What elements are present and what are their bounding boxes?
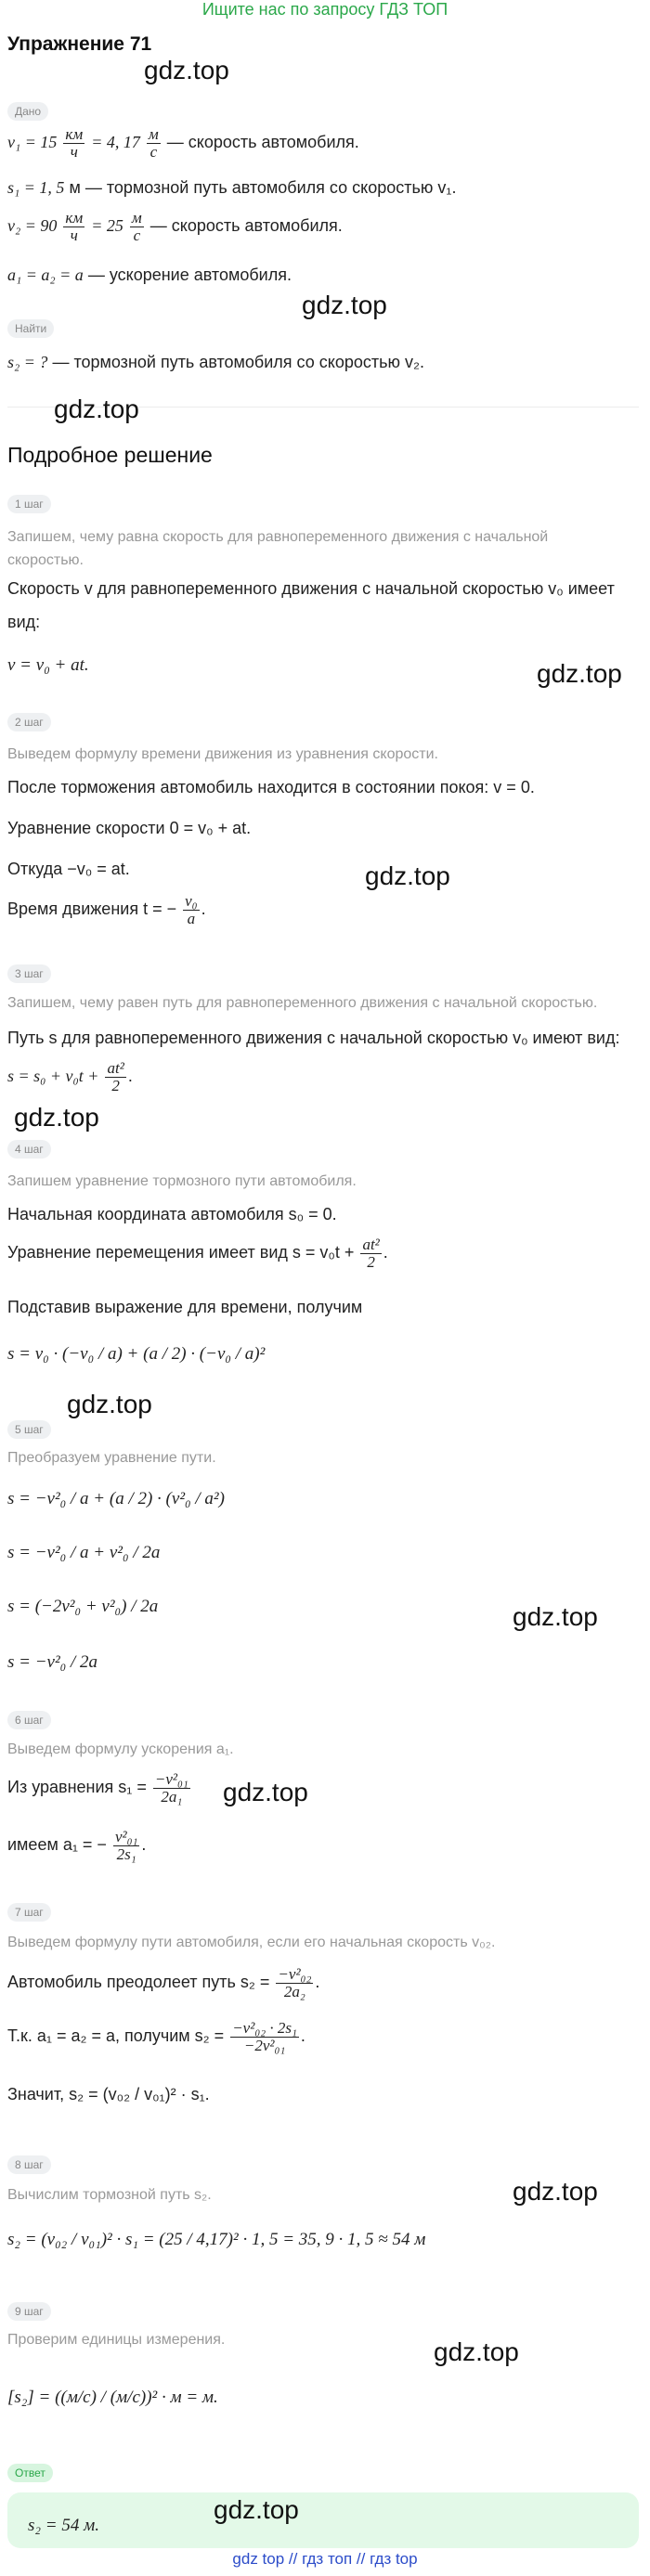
step-8-formula: s₂ = (v₀₂ / v₀₁)² · s₁ = (25 / 4,17)² · 1, 5 = 35, 9 · 1, 5 ≈ 54 м bbox=[7, 2230, 426, 2249]
unit-fraction bbox=[130, 210, 144, 244]
given-line-2 bbox=[7, 178, 456, 198]
watermark: gdz.top bbox=[365, 861, 450, 890]
frac-den: −2v²₀₁ bbox=[243, 2036, 286, 2054]
step-2-text-4: Время движения t = − $\frac{\text{v₀}}{a}$ . bbox=[7, 892, 206, 927]
watermark: gdz.top bbox=[214, 2495, 299, 2524]
solution-title: Подробное решение bbox=[7, 443, 213, 467]
fraction bbox=[183, 893, 199, 927]
step-2-gray: Выведем формулу времени движения из уравнения скорости. bbox=[7, 746, 438, 762]
step-2-text-3: Откуда −v₀ = at. bbox=[7, 860, 130, 878]
frac-den: 2 bbox=[367, 1252, 375, 1271]
step-1-formula: v = v₀ + at. bbox=[7, 655, 89, 675]
fraction bbox=[113, 1829, 139, 1863]
step-7-text-3: Значит, s₂ = (v₀₂ / v₀₁)² · s₁. bbox=[7, 2085, 210, 2104]
given-line-3 bbox=[7, 210, 343, 244]
given-line-1 bbox=[7, 126, 359, 161]
frac-num: v²₀₁ bbox=[114, 1828, 138, 1845]
given-l4-text: — ускорение автомобиля. bbox=[87, 265, 292, 284]
step-4-label: 4 шаг bbox=[7, 1140, 51, 1159]
step-5-formula-3: s = (−2v²₀ + v²₀) / 2a bbox=[7, 1597, 159, 1616]
step-7-t2-text: Т.к. a₁ = a₂ = a, получим s₂ = bbox=[7, 2026, 225, 2046]
fraction bbox=[360, 1236, 381, 1271]
watermark: gdz.top bbox=[513, 1602, 598, 1631]
given-l2-text: м — тормозной путь автомобиля со скоростью v₁. bbox=[69, 178, 457, 197]
step-2-text-2: Уравнение скорости 0 = v₀ + at. bbox=[7, 819, 252, 837]
step-2-label: 2 шаг bbox=[7, 713, 51, 731]
step-1-gray: Запишем, чему равна скорость для равнопеременного движения с начальной скоростью. bbox=[7, 529, 549, 568]
find-line bbox=[7, 353, 424, 372]
step-9-formula: [s₂] = ((м/с) / (м/с))² · м = м. bbox=[7, 2388, 218, 2407]
frac-den: 2 bbox=[111, 1076, 120, 1094]
watermark: gdz.top bbox=[513, 2177, 598, 2206]
frac-num: −v²₀₂ · 2s₁ bbox=[232, 2019, 297, 2037]
frac-num: м bbox=[131, 209, 142, 227]
step-1-label: 1 шаг bbox=[7, 495, 51, 513]
step-6-text-2: имеем a₁ = − $\frac{\text{v²₀₁}}{\text{2s₁}}$ . bbox=[7, 1828, 147, 1863]
step-4-t2-text: Уравнение перемещения имеет вид s = v₀t + bbox=[7, 1243, 355, 1262]
frac-num: км bbox=[65, 209, 84, 227]
step-5-label: 5 шаг bbox=[7, 1420, 51, 1439]
step-4-text-1: Начальная координата автомобиля s₀ = 0. bbox=[7, 1205, 337, 1223]
frac-num: −v²₀₁ bbox=[154, 1770, 188, 1788]
step-5-formula-2: s = −v²₀ / a + v²₀ / 2a bbox=[7, 1543, 161, 1562]
frac-num: м bbox=[148, 125, 159, 143]
step-3-formula-text: s = s₀ + v₀t + bbox=[7, 1067, 99, 1086]
step-5-formula-4: s = −v²₀ / 2a bbox=[7, 1652, 98, 1672]
watermark: gdz.top bbox=[14, 1103, 99, 1132]
find-text: — тормозной путь автомобиля со скоростью v₂. bbox=[52, 353, 424, 371]
frac-den: 2a₂ bbox=[283, 1982, 306, 2000]
given-l1-eq: = 4, 17 bbox=[91, 133, 140, 152]
fraction bbox=[153, 1771, 190, 1806]
given-l1-math: v₁ = 15 bbox=[7, 133, 58, 152]
step-4-gray: Запишем уравнение тормозного пути автомобиля. bbox=[7, 1173, 357, 1189]
step-7-text-1: Автомобиль преодолеет путь s₂ = $\frac{\text{−v²₀₂}}{\text{2a₂}}$ . bbox=[7, 1965, 320, 2000]
step-1-text-1: Скорость v для равнопеременного движения с начальной скоростью v₀ имеет bbox=[7, 579, 615, 598]
watermark: gdz.top bbox=[54, 395, 139, 423]
step-2-t4-text: Время движения t = − bbox=[7, 900, 177, 919]
step-6-label: 6 шаг bbox=[7, 1711, 51, 1729]
find-math: s₂ = ? bbox=[7, 353, 48, 371]
top-search-hint[interactable]: Ищите нас по запросу ГДЗ ТОП bbox=[202, 0, 448, 19]
step-5-formula-1: s = −v²₀ / a + (a / 2) · (v²₀ / a²) bbox=[7, 1489, 225, 1508]
step-1-text-2: вид: bbox=[7, 613, 41, 631]
answer-label: Ответ bbox=[7, 2464, 53, 2482]
fraction bbox=[230, 2020, 299, 2054]
watermark: gdz.top bbox=[537, 659, 622, 688]
step-7-label: 7 шаг bbox=[7, 1903, 51, 1922]
given-l3-text: — скорость автомобиля. bbox=[150, 216, 343, 236]
frac-den: a bbox=[187, 909, 196, 927]
exercise-title: Упражнение 71 bbox=[7, 33, 152, 55]
step-2-text-1: После торможения автомобиль находится в состоянии покоя: v = 0. bbox=[7, 778, 535, 796]
given-l3-math: v₂ = 90 bbox=[7, 216, 58, 236]
step-8-label: 8 шаг bbox=[7, 2155, 51, 2174]
unit-fraction bbox=[63, 210, 84, 244]
fraction bbox=[276, 1966, 313, 2000]
step-3-label: 3 шаг bbox=[7, 964, 51, 983]
step-7-text-2: Т.к. a₁ = a₂ = a, получим s₂ = $\frac{\text{−v²₀₂ · 2s₁}}{\text{−2v²₀₁}}$ . bbox=[7, 2019, 306, 2054]
step-7-t1-text: Автомобиль преодолеет путь s₂ = bbox=[7, 1973, 270, 1992]
step-9-gray: Проверим единицы измерения. bbox=[7, 2332, 226, 2348]
step-4-formula: s = v₀ · (−v₀ / a) + (a / 2) · (−v₀ / a)² bbox=[7, 1344, 266, 1364]
frac-num: at² bbox=[107, 1059, 124, 1077]
step-8-gray: Вычислим тормозной путь s₂. bbox=[7, 2187, 212, 2203]
answer-text: s₂ = 54 м. bbox=[28, 2516, 99, 2535]
fraction bbox=[105, 1060, 125, 1094]
given-l3-eq: = 25 bbox=[91, 216, 124, 236]
step-7-gray: Выведем формулу пути автомобиля, если его начальная скорость v₀₂. bbox=[7, 1935, 496, 1950]
watermark: gdz.top bbox=[434, 2337, 519, 2366]
step-4-text-2: Уравнение перемещения имеет вид s = v₀t + $\frac{\text{at²}}{2}$ . bbox=[7, 1236, 388, 1271]
frac-num: −v²₀₂ bbox=[278, 1965, 312, 1983]
step-9-label: 9 шаг bbox=[7, 2302, 51, 2321]
step-3-gray: Запишем, чему равен путь для равнопеременного движения с начальной скоростью. bbox=[7, 995, 598, 1011]
watermark: gdz.top bbox=[223, 1778, 308, 1806]
step-6-text-1 bbox=[7, 1771, 192, 1806]
frac-den: с bbox=[150, 142, 158, 161]
frac-den: ч bbox=[70, 226, 78, 244]
given-l2-math: s₁ = 1, 5 bbox=[7, 178, 65, 197]
step-6-t1-text: Из уравнения s₁ = bbox=[7, 1778, 147, 1797]
step-3-text-1: Путь s для равнопеременного движения с начальной скоростью v₀ имеют вид: bbox=[7, 1029, 620, 1047]
frac-num: км bbox=[65, 125, 84, 143]
given-label: Дано bbox=[7, 102, 48, 121]
frac-den: 2s₁ bbox=[116, 1845, 136, 1863]
answer-box bbox=[7, 2492, 639, 2548]
unit-fraction bbox=[63, 126, 84, 161]
given-l4-math: a₁ = a₂ = a bbox=[7, 265, 84, 284]
watermark: gdz.top bbox=[302, 291, 387, 319]
frac-num: at² bbox=[362, 1236, 380, 1253]
given-line-4 bbox=[7, 265, 292, 285]
footer-links[interactable]: gdz top // гдз топ // гдз top bbox=[232, 2550, 418, 2568]
watermark: gdz.top bbox=[67, 1390, 152, 1418]
step-6-t2-text: имеем a₁ = − bbox=[7, 1835, 107, 1855]
given-l1-text: — скорость автомобиля. bbox=[166, 133, 359, 152]
frac-den: 2a₁ bbox=[161, 1787, 183, 1806]
find-label: Найти bbox=[7, 319, 54, 338]
step-6-gray: Выведем формулу ускорения a₁. bbox=[7, 1741, 234, 1757]
step-3-formula: s = s₀ + v₀t + $\frac{\text{at²}}{2}$ . bbox=[7, 1059, 133, 1094]
frac-den: с bbox=[133, 226, 141, 244]
unit-fraction bbox=[147, 126, 161, 161]
step-4-text-3: Подставив выражение для времени, получим bbox=[7, 1298, 363, 1316]
frac-num: v₀ bbox=[185, 892, 198, 910]
watermark: gdz.top bbox=[144, 56, 229, 84]
frac-den: ч bbox=[70, 142, 78, 161]
step-5-gray: Преобразуем уравнение пути. bbox=[7, 1450, 216, 1466]
